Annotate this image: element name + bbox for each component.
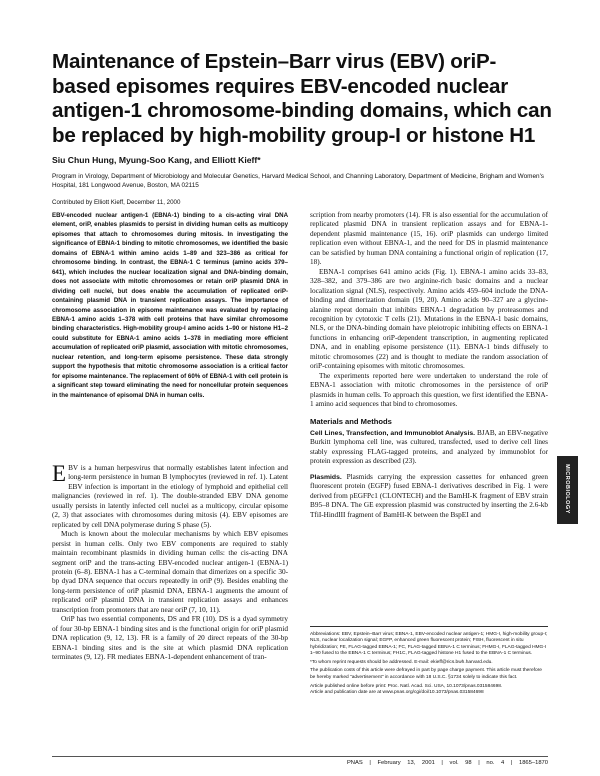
author-list: Siu Chun Hung, Myung-Soo Kang, and Elliott Kieff* [52, 155, 261, 165]
right-paragraph-2: EBNA-1 comprises 641 amino acids (Fig. 1). EBNA-1 amino acids 33–83, 328–382, and 379–386 are two arginine-rich basic domains and a nuclear localization signal (NLS), respectively. Amino acids 459–604 include the DNA-binding and dimerization domain (19, 20). Amino acids 90–327 are a glycine-alanine repeat domain that inhibits EBNA-1 degradation by proteasomes and recognition by cytotoxic T cells (21). Mutations in the EBNA-1 basic domains, NLS, or the DNA-binding domain have pleiotropic inhibiting effects on EBNA-1 functions in enhancing oriP-dependent transcription, in augmenting replicated DNA, and in enabling episome persistence (11). EBNA-1 binds diffusely to mitotic chromosomes (22) and is thought to mediate the random association of oriP-containing episomes with mitotic chromosomes. [310, 267, 548, 371]
footnote-charges: The publication costs of this article were defrayed in part by page charge payment. This article must therefore be hereby marked "advertisement" in accordance with 18 U.S.C. §1734 solely to indicate this fact. [310, 668, 542, 680]
methods-heading: Materials and Methods [310, 416, 392, 426]
footnotes [310, 626, 548, 699]
abstract: EBV-encoded nuclear antigen-1 (EBNA-1) binding to a cis-acting viral DNA element, oriP, enables plasmids to persist in dividing human cells as multicopy episomes that attach to chromosomes during mitosis. In investigating the significance of EBNA-1 binding to mitotic chromosomes, we identified the basic domains of EBNA-1 within amino acids 1–89 and 323–386 as critical for chromosome binding. In contrast, the EBNA-1 C terminus (amino acids 379–641), which includes the nuclear localization signal and DNA-binding domain, does not associate with mitotic chromosomes or retain oriP plasmid DNA in dividing cell nuclei, but does enable the accumulation of replicated oriP-containing plasmid DNA in transient replication assays. The importance of chromosome association in episome maintenance was evaluated by replacing EBNA-1 amino acids 1–378 with cell proteins that have similar chromosome binding characteristics. High-mobility group-I amino acids 1–90 or histone H1–2 could substitute for EBNA-1 amino acids 1–378 in mediating more efficient accumulation of replicated oriP plasmid, association with mitotic chromosomes, nuclear retention, and long-term episome persistence. These data strongly support the hypothesis that mitotic chromosome association is a critical factor for episome maintenance. The replacement of 60% of EBNA-1 with cell protein is a significant step toward eliminating the need for noncellular protein sequences in the maintenance of episomal DNA in human cells. [52, 212, 288, 399]
methods-subheading-plasmids: Plasmids. [310, 473, 342, 481]
affiliation: Program in Virology, Department of Microbiology and Molecular Genetics, Harvard Medical School, and Channing Laboratory, Department of Medicine, Brigham and Women's Hospital, 181 Longwood Avenue, Boston, MA 02115 [52, 173, 544, 189]
methods-subheading-cell-lines: Cell Lines, Transfection, and Immunoblot Analysis. [310, 429, 475, 437]
right-column [310, 211, 548, 520]
right-paragraph-3: The experiments reported here were undertaken to understand the role of EBNA-1 association with mitotic chromosomes in the persistence of oriP plasmids in human cells. To approach this question, we first identified the EBNA-1 amino acid sequences that bind to chromosomes. [310, 371, 548, 409]
methods-paragraph-1-text: BJAB, an EBV-negative Burkitt lymphoma cell line, was cultured, transfected, used to derive cell lines stably expressing FLAG-tagged proteins, and analyzed by immunoblot for protein expression as described (23). [310, 428, 548, 466]
intro-paragraph-1-text: BV is a human herpesvirus that normally establishes latent infection and long-term persistence in human B lymphocytes (reviewed in ref. 1). Latent EBV infection is important in the etiology of lymphoid and epithelial cell malignancies (reviewed in ref. 1). The double-stranded EBV DNA genome usually persists in latently infected cell nuclei as a multicopy, circular episome (2, 3) that associates with chromosomes during mitosis (4). EBV episomes are replicated by cell DNA polymerase during S phase (5). [52, 464, 288, 529]
methods-paragraph-1 [310, 429, 548, 467]
side-tab-label: MICROBIOLOGY [564, 464, 570, 514]
section-side-tab [557, 456, 578, 524]
methods-paragraph-2 [310, 473, 548, 520]
footnote-online-1: Article published online before print: Proc. Natl. Acad. Sci. USA, 10.1073/pnas.031584698. [310, 683, 503, 689]
footnote-online-2: Article and publication date are at www.pnas.org/cgi/doi/10.1073/pnas.031584698 [310, 689, 484, 695]
methods-paragraph-2-text: Plasmids carrying the expression cassettes for enhanced green fluorescent protein (EGFP) fused EBNA-1 derivatives described in Fig. 1 were derived from pEGFPc1 (CLONTECH) and the BamHI-K fragment of EBV strain B95–8 DNA. The GE expression plasmid was constructed by inserting the 2.6-kb TfiI-HindIII fragment of BamHI-K between the BspEI and [310, 472, 549, 519]
page-footer: PNAS | February 13, 2001 | vol. 98 | no. 4 | 1865–1870 [52, 756, 548, 766]
right-paragraph-1: scription from nearby promoters (14). FR is also essential for the accumulation of replicated plasmid DNA in transient replication assays and for EBNA-1-dependent plasmid maintenance (15, 16). oriP plasmids can undergo limited replication even without EBNA-1, and the need for DS in plasmid maintenance can be satisfied by human DNA containing a functional origin of replication (17, 18). [310, 211, 548, 267]
footnote-abbreviations: Abbreviations: EBV, Epstein–Barr virus; EBNA-1, EBV-encoded nuclear antigen-1; HMG-I, high-mobility group-I; NLS, nuclear localization signal; EGFP, enhanced green fluorescent protein; FISH, fluorescent in situ hybridization; FE, FLAG-tagged EBNA-1; FC, FLAG-tagged EBNA-1 C terminus; FHMG-I, FLAG-tagged HMG-I 1–90 fused to the EBNA-1 C terminus; FH1C, FLAG-tagged histone H1 fused to the EBNA-1 C terminus. [310, 632, 548, 656]
article-title: Maintenance of Epstein–Barr virus (EBV) oriP-based episomes requires EBV-encoded nuclear antigen-1 chromosome-binding domains, which can be replaced by high-mobility group-I or histone H1 [52, 50, 552, 147]
footnote-correspondence: *To whom reprint requests should be addressed. E-mail: ekieff@rics.bwh.harvard.edu. [310, 659, 493, 665]
intro-paragraph-3: OriP has two essential components, DS and FR (10). DS is a dyad symmetry of four 30-bp EBNA-1 binding sites and is the functional origin for oriP plasmid DNA replication (9, 12, 13). FR is a family of 20 direct repeats of the 30-bp EBNA-1 binding sites and is the site at which plasmid DNA replication terminates (9, 12). FR mediates EBNA-1-dependent enhancement of tran- [52, 615, 288, 662]
drop-cap: E [52, 461, 67, 486]
intro-paragraph-1 [52, 461, 288, 530]
intro-paragraph-2: Much is known about the molecular mechanisms by which EBV episomes persist in human cells. Only two EBV components are required to stably maintain recombinant plasmids in dividing human cells: the cis-acting DNA segment oriP and the trans-acting EBV-encoded nuclear antigen-1 (EBNA-1) protein (6–8). EBNA-1 has a C-terminal domain that dimerizes on a specific 30-bp dyad DNA sequence that occurs repeatedly in oriP (9). Besides enabling the long-term persistence of oriP plasmid DNA, EBNA-1 augments the amount of replicated oriP plasmid DNA in transient replication assays and enhances transcription from promoters that are near oriP (7, 10, 11). [52, 530, 288, 614]
introduction [52, 461, 288, 663]
contributed-line: Contributed by Elliott Kieff, December 11, 2000 [52, 199, 181, 206]
